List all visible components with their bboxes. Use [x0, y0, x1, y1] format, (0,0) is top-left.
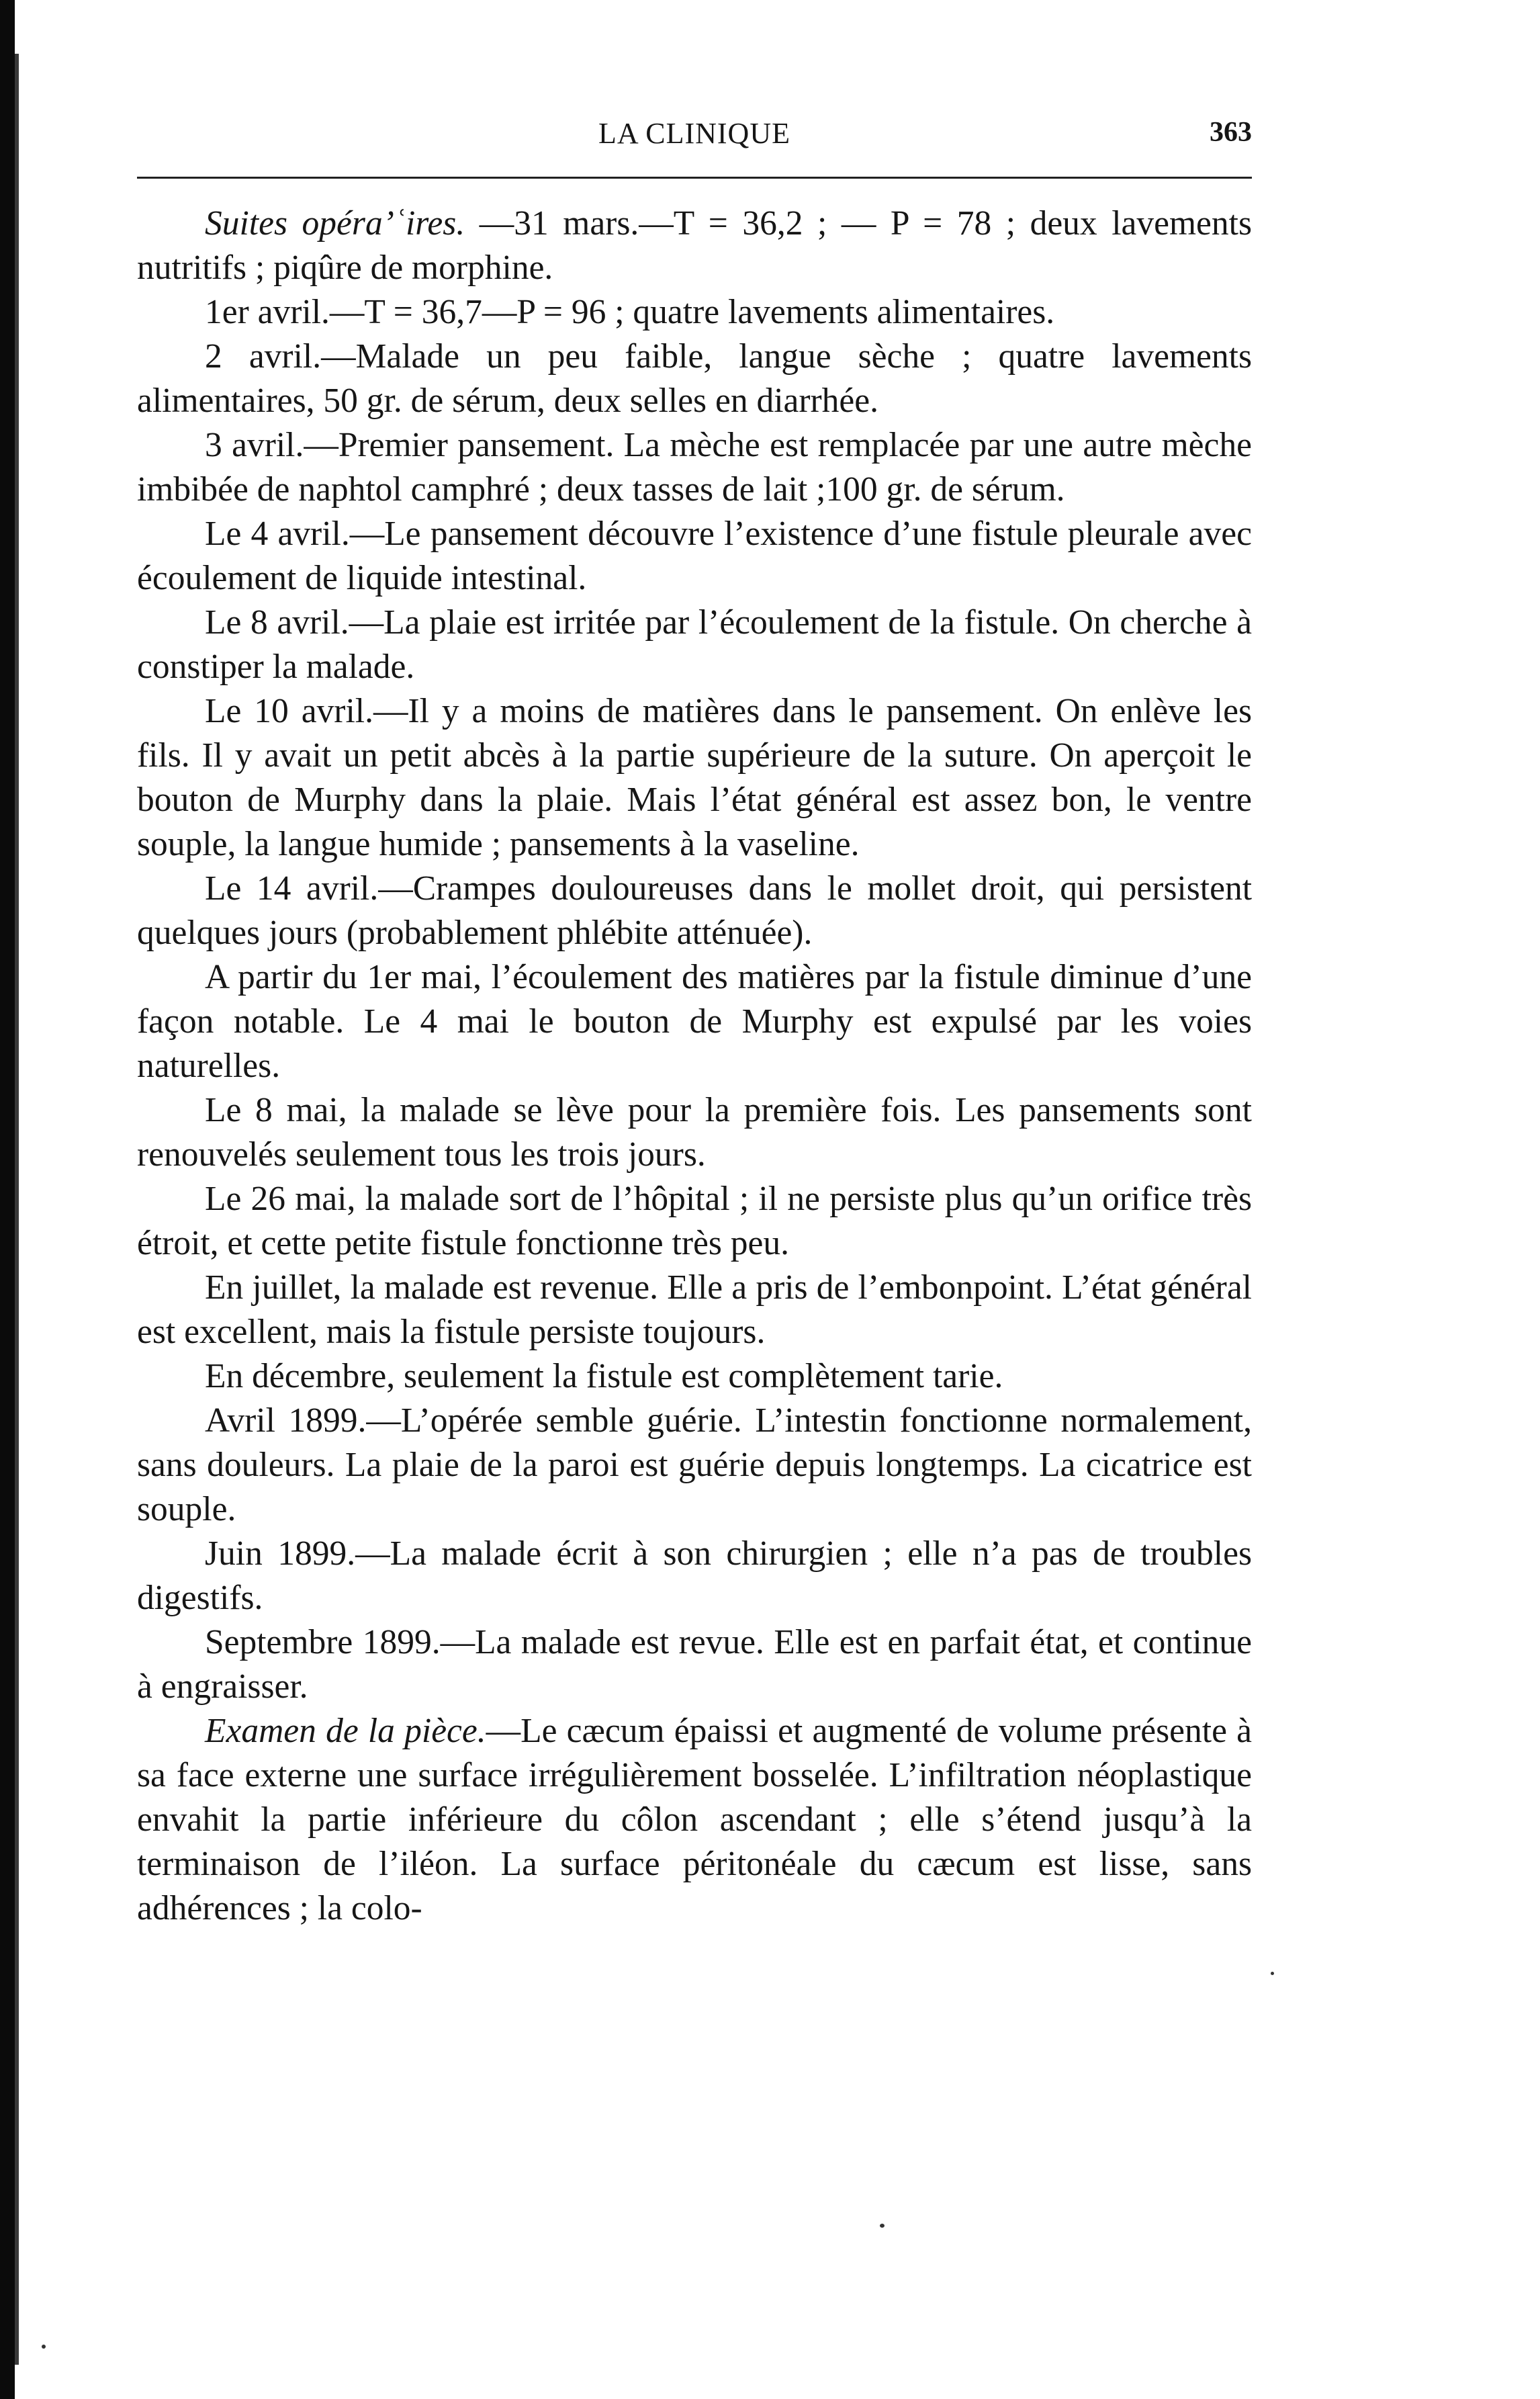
- paragraph: [137, 1620, 1252, 1709]
- paragraph-text: Juin 1899.—La malade écrit à son chirurgien ; elle n’a pas de troubles digestifs.: [137, 1534, 1252, 1617]
- paragraph-text: 1er avril.—T = 36,7—P = 96 ; quatre lavements alimentaires.: [205, 293, 1055, 331]
- header-rule: [137, 177, 1252, 179]
- paragraph: [137, 955, 1252, 1088]
- body-text: [137, 202, 1252, 1931]
- print-speck: [1271, 1972, 1274, 1975]
- paragraph-text: Le 4 avril.—Le pansement découvre l’existence d’une fistule pleurale avec écoulement de liquide intestinal.: [137, 515, 1252, 597]
- paragraph: [137, 512, 1252, 601]
- paragraph-text: Le 8 avril.—La plaie est irritée par l’écoulement de la fistule. On cherche à constiper la malade.: [137, 603, 1252, 686]
- paragraph-text: Septembre 1899.—La malade est revue. Elle est en parfait état, et continue à engraisser.: [137, 1623, 1252, 1706]
- page-binding-shadow: [15, 54, 19, 2365]
- paragraph: [137, 335, 1252, 423]
- paragraph: [137, 867, 1252, 955]
- print-speck: [880, 2224, 885, 2228]
- paragraph: [137, 1532, 1252, 1620]
- page-binding-edge: [0, 0, 15, 2399]
- paragraph: [137, 1266, 1252, 1354]
- page-number: 363: [1210, 117, 1252, 148]
- paragraph-text: 3 avril.—Premier pansement. La mèche est remplacée par une autre mèche imbibée de naphtol camphré ; deux tasses de lait ;100 gr. de sérum.: [137, 426, 1252, 509]
- print-speck: [42, 2345, 46, 2349]
- paragraph-text: Avril 1899.—L’opérée semble guérie. L’intestin fonctionne normalement, sans douleurs. La plaie de la paroi est guérie depuis longtemps. La cicatrice est souple.: [137, 1401, 1252, 1528]
- paragraph-text: 2 avril.—Malade un peu faible, langue sèche ; quatre lavements alimentaires, 50 gr. de sérum, deux selles en diarrhée.: [137, 337, 1252, 420]
- paragraph: [137, 1354, 1252, 1399]
- running-title: LA CLINIQUE: [598, 117, 790, 150]
- paragraph-text: Le 10 avril.—Il y a moins de matières dans le pansement. On enlève les fils. Il y avait un petit abcès à la partie supérieure de la suture. On aperçoit le bouton de Murphy dans la plaie. Mais l’état général est assez bon, le ventre souple, la langue humide ; pansements à la vaseline.: [137, 692, 1252, 863]
- paragraph: [137, 1399, 1252, 1532]
- paragraph: [137, 290, 1252, 335]
- paragraph: [137, 1709, 1252, 1931]
- paragraph: [137, 423, 1252, 512]
- paragraph-lead: Suites opéra’ʿires.: [205, 204, 465, 243]
- paragraph-text: —31 mars.—T = 36,2 ; — P = 78 ; deux lavements nutritifs ; piqûre de morphine.: [137, 204, 1252, 287]
- paragraph-lead: Examen de la pièce.: [205, 1712, 486, 1750]
- running-head: [137, 111, 1252, 158]
- paragraph: [137, 1088, 1252, 1177]
- paragraph: [137, 601, 1252, 689]
- paragraph: [137, 689, 1252, 867]
- paragraph: [137, 1177, 1252, 1266]
- paragraph-text: Le 26 mai, la malade sort de l’hôpital ; il ne persiste plus qu’un orifice très étroit, et cette petite fistule fonctionne très peu.: [137, 1180, 1252, 1262]
- paragraph-text: —Le cæcum épaissi et augmenté de volume présente à sa face externe une surface irrégulièrement bosselée. L’infiltration néoplastique envahit la partie inférieure du côlon ascendant ; elle s’étend jusqu’à la terminaison de l’iléon. La surface péritonéale du cæcum est lisse, sans adhérences ; la colo-: [137, 1712, 1253, 1927]
- paragraph-text: En juillet, la malade est revenue. Elle a pris de l’embonpoint. L’état général est excellent, mais la fistule persiste toujours.: [137, 1268, 1252, 1351]
- paragraph-text: Le 14 avril.—Crampes douloureuses dans le mollet droit, qui persistent quelques jours (probablement phlébite atténuée).: [137, 869, 1252, 952]
- paragraph-text: En décembre, seulement la fistule est complètement tarie.: [205, 1357, 1003, 1395]
- paragraph-text: Le 8 mai, la malade se lève pour la première fois. Les pansements sont renouvelés seulement tous les trois jours.: [137, 1091, 1252, 1174]
- paragraph: [137, 202, 1252, 290]
- paragraph-text: A partir du 1er mai, l’écoulement des matières par la fistule diminue d’une façon notable. Le 4 mai le bouton de Murphy est expulsé par les voies naturelles.: [137, 958, 1252, 1085]
